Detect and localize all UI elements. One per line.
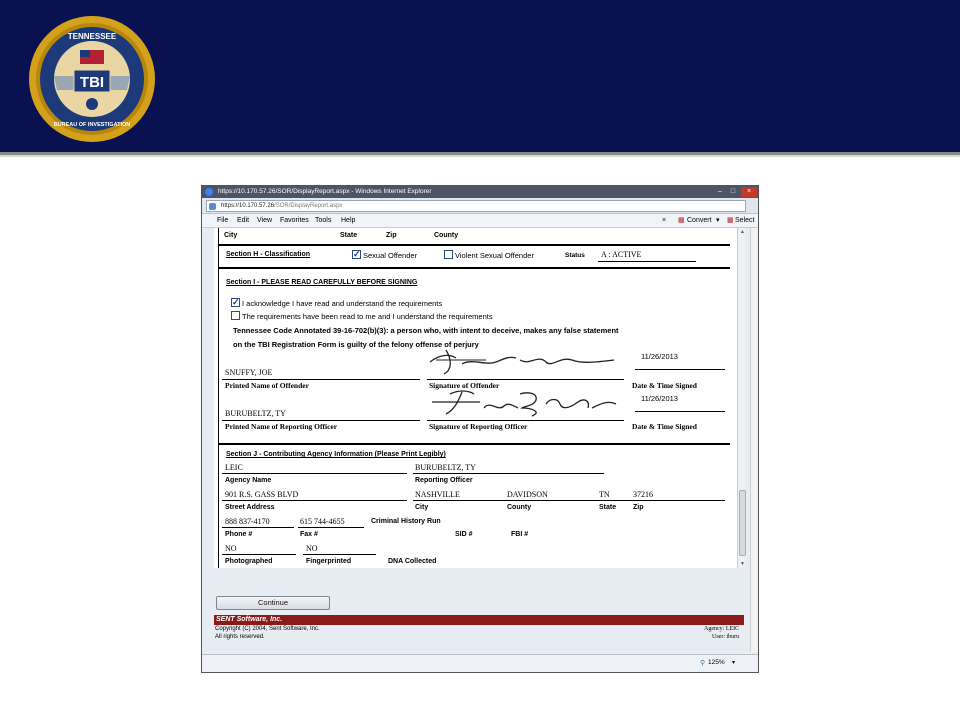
seal-center-text: TBI xyxy=(79,74,105,91)
photographed-value: NO xyxy=(225,544,237,553)
county-label-top: County xyxy=(434,232,459,239)
reporting-officer-label: Reporting Officer xyxy=(415,477,473,484)
report-scrollbar[interactable] xyxy=(737,228,746,568)
county-label: County xyxy=(507,504,532,511)
agency-name-line xyxy=(222,473,407,474)
convert-icon: ▦ xyxy=(678,217,685,224)
seal-bottom-text: BUREAU OF INVESTIGATION xyxy=(53,122,131,128)
section-j-title: Section J - Contributing Agency Information (Please Print Legibly) xyxy=(226,451,446,458)
status-underline xyxy=(598,261,696,262)
close-icon[interactable]: × xyxy=(741,187,757,197)
section-h-title: Section H - Classification xyxy=(226,251,311,258)
page-icon xyxy=(209,203,216,210)
offender-date-line xyxy=(635,369,725,370)
seal-top-text: TENNESSEE xyxy=(67,32,117,41)
status-bar xyxy=(202,654,758,672)
scroll-down-icon[interactable]: ▼ xyxy=(740,561,745,567)
street-value: 901 R.S. GASS BLVD xyxy=(225,490,299,499)
officer-printed-name: BURUBELTZ, TY xyxy=(225,409,286,418)
dna-collected-label: DNA Collected xyxy=(388,558,437,565)
fbi-label: FBI # xyxy=(511,531,529,538)
menu-bar xyxy=(202,214,758,228)
offender-name-line xyxy=(222,379,420,380)
status-label: Status xyxy=(565,252,585,259)
ack-read-to-me-checkbox[interactable] xyxy=(231,311,240,320)
printed-name-officer-label: Printed Name of Reporting Officer xyxy=(225,422,338,431)
zip-value: 37216 xyxy=(633,490,653,499)
menu-view[interactable]: View xyxy=(257,217,273,224)
url-input[interactable] xyxy=(206,200,746,212)
officer-name-line xyxy=(222,420,420,421)
photographed-line xyxy=(222,554,296,555)
fingerprinted-line xyxy=(303,554,376,555)
violent-offender-label: Violent Sexual Offender xyxy=(455,251,534,260)
officer-date-line xyxy=(635,411,725,412)
state-label-top: State xyxy=(340,232,358,239)
fingerprinted-value: NO xyxy=(306,544,318,553)
city-label: City xyxy=(415,504,429,511)
section-divider xyxy=(218,443,730,445)
minimize-icon[interactable]: – xyxy=(718,188,722,195)
state-value: TN xyxy=(599,490,610,499)
agency-name-value: LEIC xyxy=(225,463,243,472)
window-title-bar xyxy=(202,186,758,198)
form-left-border xyxy=(218,228,219,568)
user-footer: User: tburu xyxy=(712,634,740,640)
continue-button[interactable]: Continue xyxy=(216,596,330,610)
county-value: DAVIDSON xyxy=(507,490,548,499)
address-line xyxy=(413,500,725,501)
menu-tools[interactable]: Tools xyxy=(315,217,332,224)
zoom-chevron-down-icon[interactable]: ▾ xyxy=(732,660,736,666)
select-button[interactable]: Select xyxy=(735,217,755,224)
zip-label-top: Zip xyxy=(386,232,397,239)
status-value: A : ACTIVE xyxy=(601,250,642,259)
section-divider xyxy=(218,244,730,246)
officer-signature-line xyxy=(427,420,624,421)
photographed-label: Photographed xyxy=(225,558,273,565)
vendor-bar: SENT Software, Inc. xyxy=(214,615,744,625)
printed-name-offender-label: Printed Name of Offender xyxy=(225,381,309,390)
offender-signature xyxy=(426,344,622,378)
copyright-text: Copyright (C) 2004, Sent Software, Inc. xyxy=(215,626,320,632)
criminal-history-run-label: Criminal History Run xyxy=(371,518,441,525)
phone-label: Phone # xyxy=(225,531,253,538)
street-address-label: Street Address xyxy=(225,504,275,511)
maximize-icon[interactable]: □ xyxy=(730,188,736,195)
page-scrollbar[interactable] xyxy=(750,228,758,652)
tbi-seal-logo xyxy=(24,14,160,144)
ie-icon xyxy=(205,188,213,196)
city-label-top: City xyxy=(224,232,238,239)
agency-footer: Agency: LEIC xyxy=(704,626,740,632)
ack-read-to-me-label: The requirements have been read to me and I understand the requirements xyxy=(242,312,493,321)
offender-date: 11/26/2013 xyxy=(641,352,678,361)
ack-read-label: I acknowledge I have read and understand the requirements xyxy=(242,299,443,308)
state-label: State xyxy=(599,504,617,511)
convert-button[interactable]: Convert xyxy=(687,217,712,224)
menu-favorites[interactable]: Favorites xyxy=(280,217,309,224)
section-divider xyxy=(218,267,730,269)
perjury-warning-line1: Tennessee Code Annotated 39-16-702(b)(3): a person who, with intent to deceive, makes any false statement xyxy=(233,326,619,335)
offender-signature-line xyxy=(427,379,624,380)
agency-name-label: Agency Name xyxy=(225,477,272,484)
section-i-title: Section I - PLEASE READ CAREFULLY BEFORE SIGNING xyxy=(226,279,418,286)
select-icon: ▦ xyxy=(727,217,734,224)
sexual-offender-label: Sexual Offender xyxy=(363,251,418,260)
chevron-down-icon[interactable]: ▾ xyxy=(716,217,720,224)
city-value: NASHVILLE xyxy=(415,490,460,499)
header-divider-light xyxy=(0,155,960,157)
toolbar-close-icon[interactable]: × xyxy=(662,217,667,224)
signature-officer-label: Signature of Reporting Officer xyxy=(429,422,528,431)
signature-offender-label: Signature of Offender xyxy=(429,381,500,390)
zip-label: Zip xyxy=(633,504,644,511)
window-title: https://10.170.57.26/SOR/DisplayReport.aspx - Windows Internet Explorer xyxy=(218,188,432,195)
fingerprinted-label: Fingerprinted xyxy=(306,558,352,565)
ack-read-checkbox[interactable] xyxy=(231,298,240,307)
scroll-thumb[interactable] xyxy=(739,490,746,556)
fax-line xyxy=(298,527,364,528)
offender-printed-name: SNUFFY, JOE xyxy=(225,368,273,377)
url-host: https://10.170.57.26 xyxy=(221,203,275,209)
scroll-up-icon[interactable]: ▲ xyxy=(740,229,745,235)
violent-offender-checkbox[interactable] xyxy=(444,250,453,259)
browser-window xyxy=(201,185,759,673)
officer-signature xyxy=(428,386,622,420)
sexual-offender-checkbox[interactable] xyxy=(352,250,361,259)
phone-line xyxy=(222,527,294,528)
reporting-officer-value: BURUBELTZ, TY xyxy=(415,463,476,472)
reporting-officer-line xyxy=(413,473,604,474)
date-time-signed-label-officer: Date & Time Signed xyxy=(632,422,697,431)
phone-value: 888 837-4170 xyxy=(225,517,270,526)
rights-text: All rights reserved. xyxy=(215,634,265,640)
street-line xyxy=(222,500,407,501)
perjury-warning-line2: on the TBI Registration Form is guilty of the felony offense of perjury xyxy=(233,340,479,349)
fax-value: 615 744-4655 xyxy=(300,517,345,526)
zoom-level[interactable]: 125% xyxy=(708,659,725,666)
date-time-signed-label-offender: Date & Time Signed xyxy=(632,381,697,390)
fax-label: Fax # xyxy=(300,531,318,538)
url-path: /SOR/DisplayReport.aspx xyxy=(274,203,343,209)
address-bar xyxy=(202,198,758,214)
menu-edit[interactable]: Edit xyxy=(237,217,250,224)
report-content xyxy=(214,228,737,568)
zoom-icon: ⚲ xyxy=(700,660,706,667)
sid-label: SID # xyxy=(455,531,473,538)
menu-help[interactable]: Help xyxy=(341,217,356,224)
officer-date: 11/26/2013 xyxy=(641,394,678,403)
menu-file[interactable]: File xyxy=(217,217,229,224)
